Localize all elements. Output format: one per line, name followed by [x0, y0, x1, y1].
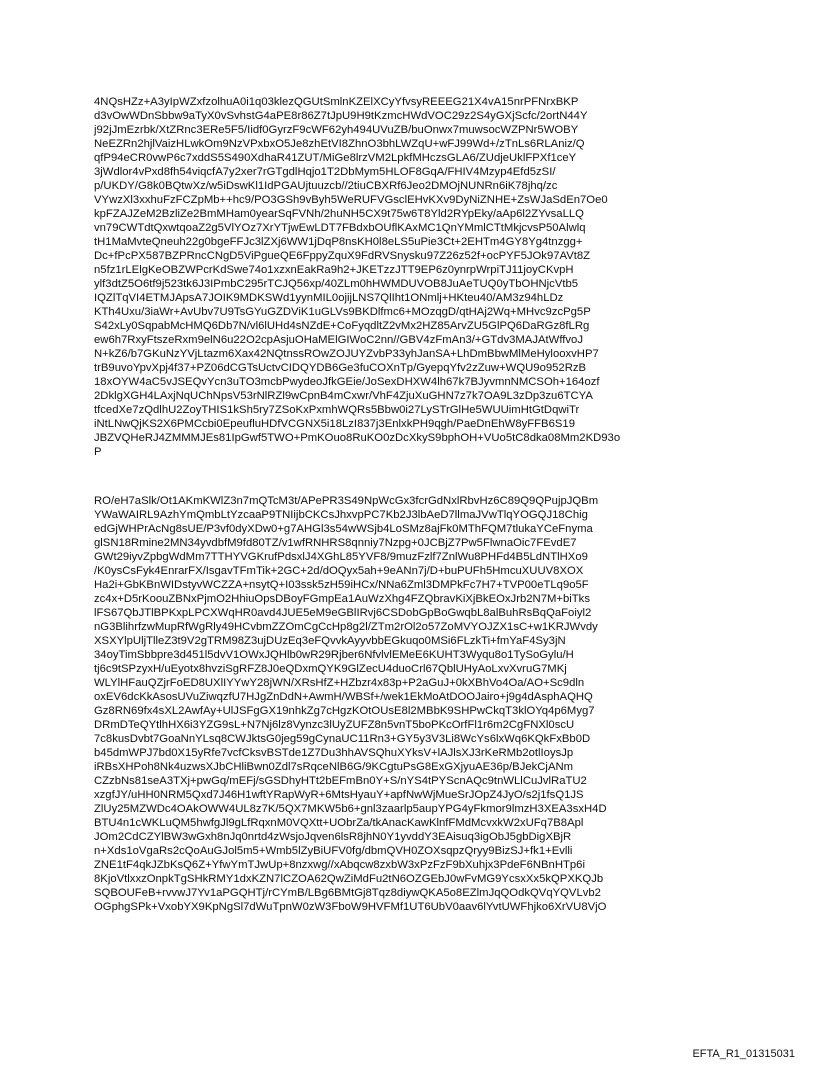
text-line: ZNE1tF4qkJZbKsQ6Z+YfwYmTJwUp+8nzxwg//xAbqcw8zxbW3xPzFzF9bXuhjx3PdeF6NBnHTp6i: [94, 859, 585, 871]
text-line: qfP94eCR0vwP6c7xddS5S490XdhaR41ZUT/MiGe8lrzVM2LpkfMHczsGLA6/ZUdjeUklFPXf1ceY: [94, 152, 577, 164]
text-line: tfcedXe7zQdlhU2ZoyTHIS1kSh5ry7ZSoKxPxmhWQRs5Bbw0i27LySTrGlHe5WUUimHtGtDqwiTr: [94, 404, 580, 416]
text-line: 4NQsHZz+A3yIpWZxfzolhuA0i1q03klezQGUtSmlnKZElXCyYfvsyREEEG21X4vA15nrPFNrxBKP: [94, 96, 579, 108]
text-line: ZlUy25MZWDc4OAkOWW4UL8z7K/5QX7MKW5b6+gnl3zaarlp5aupYPG4yFkmor9lmzH3XEA3sxH4D: [94, 803, 607, 815]
text-line: ew6h7RxyFtszeRxm9elN6u22O2cpAsjuOHaMElGIWoC2nn//GBV4zFmAn3/+GTdv3MAJAtWffvoJ: [94, 334, 583, 346]
text-line: NeEZRn2hjlVaizHLwkOm9NzVPxbxO5Je8zhEtVI8ZhnO3bhLWZqU+wFJ99Wd+/zTnLs6RLAniz/Q: [94, 138, 585, 150]
text-line: xzgfJY/uHH0NRM5Qxd7J46H1wftYRapWyR+6MtsHyauY+apfNwWjMueSrJOpZ4JyO/s2j1fsQ1JS: [94, 789, 584, 801]
text-line: KTh4Uxu/3iaWr+AvUbv7U9TsGYuGZDViK1uGLVs9BKDlfmc6+MOzqgD/qtHAj2Wq+MHvc9zcPg5P: [94, 306, 591, 318]
text-line: 34oyTimSbbpre3d451l5dvV1OWxJQHlb0wR29Rjber6NfvlvlEMeE6KUHT3Wyqu8o1TySoGylu/H: [94, 649, 574, 661]
document-id: EFTA_R1_01315031: [692, 1048, 795, 1060]
text-line: iRBsXHPoh8Nk4uzwsXJbCHliBwn0Zdl7sRqceNlB6G/9KCgtuPsG8ExGXjyuAE36p/BJekCjANm: [94, 761, 574, 773]
text-line: glSN18Rmine2MN34yvdbfM9fd80TZ/v1wfRNHRS8qnniy7Nzpg+0JCBjZ7Pw5FlwnaOic7FEvdE7: [94, 537, 577, 549]
encoded-text-block-one: [94, 95, 734, 459]
text-line: oxEV6dcKkAsosUVuZiwqzfU7HJgZnDdN+AwmH/WBSf+/wek1EkMoAtDOOJairo+j9g4dAsphAQHQ: [94, 691, 593, 703]
text-line: /K0ysCsFyk4EnrarFX/IsgavTFmTik+2GC+2d/dOQyx5ah+9eANn7j/D+buPUFh5HmcuXUUV8XOX: [94, 565, 584, 577]
text-line: YWaWAIRL9AzhYmQmbLtYzcaaP9TNIijbCKCsJhxvpPC7Kb2J3lbAeD7llmaJVwTlqYOGQJ18Chig: [94, 509, 588, 521]
text-line: tj6c9tSPzyxH/uEyotx8hvziSgRFZ8J0eQDxmQYK9GlZecU4duoCrl67QblUHyAoLxvXvruG7MKj: [94, 663, 567, 675]
text-line: kpFZAJZeM2BzliZe2BmMHam0yearSqFVNh/2huNH5CX9t75w6T8Yld2RYpEky/aAp6l2ZYvsaLLQ: [94, 208, 584, 220]
text-line: p/UKDY/G8k0BQtwXz/w5iDswKl1IdPGAUjtuuzcb//2tiuCBXRf6Jeo2DMOjNUNRn6iK78jhq/zc: [94, 180, 558, 192]
text-line: 7c8kusDvbt7GoaNnYLsq8CWJktsG0jeg59gCynaUC11Rn3+GY5y3V3Li8WcYs6lxWq6KQkFxBb0D: [94, 733, 591, 745]
text-line: RO/eH7aSlk/Ot1AKmKWlZ3n7mQTcM3t/APePR3S49NpWcGx3fcrGdNxlRbvHz6C89Q9QPujpJQBm: [94, 495, 599, 507]
text-line: Gz8RN69fx4sXL2AwfAy+UlJSFgGX19nhkZg7cHgzKOtOUsE8l2MBbK9SHPwCkqT3klOYq4p6Myg7: [94, 705, 595, 717]
text-line: JOm2CdCZYlBW3wGxh8nJq0nrtd4zWsjoJqven6lsR8jhN0Y1yvddY3EAisuq3igObJ5gbDigXBjR: [94, 831, 572, 843]
text-line: 18xOYW4aC5vJSEQvYcn3uTO3mcbPwydeoJfkGEie/JoSexDHXW4lh67k7BJyvmnNMCSOh+164ozf: [94, 376, 600, 388]
text-line: Dc+fPcPX587BZPRncCNgD5ViPgueQE6FppyZquX9FdRVSnysku97Z26z52f+ocPYF5JOk97AVt8Z: [94, 250, 591, 262]
text-line: edGjWHPrAcNg8sUE/P3vf0dyXDw0+g7AHGl3s54wWSjb4LoSMz8ajFk0MThFQM7tlukaYCeFnyma: [94, 523, 593, 535]
text-line: VYwzXl3xxhuFzFCZpMb++hc9/PO3GSh9vByh5WeRUFVGsclEHvKXv9DyNiZNHE+ZsWJaSdEn7Oe0: [94, 194, 608, 206]
text-line: 3jWdlor4vPxd8fh54viqcfA7y2xer7rGTgdlHqjo1T2DbMym5HLOF8GqA/FHIV4Mzyp4Efd5zSI/: [94, 166, 556, 178]
text-line: iNtLNwQjKS2X6PMCcbi0EpeufluHDfVCGNX5i18LzI837j3EnlxkPH9qgh/PaeDnEhW8yFFB6S19: [94, 418, 575, 430]
text-line: zc4x+D5rKoouZBNxPjmO2HhiuOpsDBoyFGmpEa1AuWzXhg4FZQbravKiXjBkEOxJrb2N7M+biTks: [94, 593, 590, 605]
text-line: DRmDTeQYtlhHX6i3YZG9sL+N7Nj6lz8Vynzc3lUyZUFZ8n5vnT5boPKcOrfFl1r6m2CgFNXl0scU: [94, 719, 575, 731]
text-line: d3vOwWDnSbbw9aTyX0vSvhstG4aPE8r86Z7tJpU9H9tKzmcHWdVOC29z2S4yGXjScfc/2ortN44Y: [94, 110, 588, 122]
text-line: IQZlTqVI4ETMJApsA7JOIK9MDKSWd1yynMIL0ojijLNS7QlIht1ONmlj+HKteu40/AM3z94hLDz: [94, 292, 564, 304]
text-line: lFS67QbJTlBPKxpLPCXWqHR0avd4JUE5eM9eGBlIRvj6CSDobGpBoGwqbL8alBuhRsBqQaFoiyl2: [94, 607, 592, 619]
text-line: tH1MaMvteQneuh22g0bgeFFJc3lZXj6WW1jDqP8nsKH0l8eLS5uPie3Ct+2EHTm4GY8Yg4tnzgg+: [94, 236, 583, 248]
text-line: 8KjoVtlxxzOnpkTgSHkRMY1dxKZN7lCZOA62QwZiMdFu2tN6OZGEbJ0wFvMG9YcsxXx5kQPXKQJb: [94, 873, 604, 885]
text-line: P: [94, 446, 102, 458]
text-line: j92jJmEzrbk/XtZRnc3ERe5F5/Iidf0GyrzF9cWF62yh494UVuZB/buOnwx7muwsocWZPNr5WOBY: [94, 124, 579, 136]
text-line: nG3BlihrfzwMupRfWgRly49HCvbmZZOmCgCcHp8g2l/ZTm2rOl2o57ZoMVYOJZX1sC+w1KRJWvdy: [94, 621, 598, 633]
text-line: ylf3dtZ5O6tf9j523tk6J3IPmbC295rTCJQ56xp/40ZLm0hHWMDUVOB8JuAeTUQ0yTbOHNjcVtb5: [94, 278, 579, 290]
text-line: WLYlHFauQZjrFoED8UXlIYYwY28jWN/XRsHfZ+HZbzr4x83p+P2aGuJ+0kXBhVo4Oa/AO+Sc9dln: [94, 677, 585, 689]
text-line: S42xLy0SqpabMcHMQ6Db7N/vl6lUHd4sNZdE+CoFyqdltZ2vMx2HZ85ArvZU5GlPQ6DaRGz8fLRg: [94, 320, 590, 332]
text-line: JBZVQHeRJ4ZMMMJEs81IpGwf5TWO+PmKOuo8RuKO0zDcXkyS9bphOH+VUo5tC8dka08Mm2KD93o: [94, 432, 621, 444]
text-line: 2DklgXGH4LAxjNqUChNpsV53rNlRZl9wCpnB4mCxwr/VhF4ZjuXuGHN7z7k7OA9L3zDp3zu6TCYA: [94, 390, 593, 402]
text-line: XSXYlpUljTlleZ3t9V2gTRM98Z3ujDUzEq3eFQvvkAyyvbbEGkuqo0MSi6FLzkTi+fmYaF4Sy3jN: [94, 635, 566, 647]
text-line: GWt29iyvZpbgWdMm7TTHYVGKrufPdsxlJ4XGhL85YVF8/9muzFzlf7ZnlWu8PHFd4B5LdNTlHXo9: [94, 551, 588, 563]
text-line: Ha2i+GbKBnWIDstyvWCZZA+nsytQ+I03ssk5zH59iHCx/NNa6Zml3DMPkFc7H7+TVP00eTLq9o5F: [94, 579, 589, 591]
text-line: OGphgSPk+VxobYX9KpNgSl7dWuTpnW0zW3FboW9HVFMf1UT6UbV0aav6lYvtUWFhjko6XrVU8VjO: [94, 901, 607, 913]
text-line: trB9uvoYpvXpj4f37+PZ06dCGTsUctvCIDQYDB6Ge3fuCOXnTp/GyepqYfv2zZuw+WQU9o952RzB: [94, 362, 587, 374]
text-line: vn79CWTdtQxwtqoaZ2g5VlYOz7XrYTjwEwLDT7FBdxbOUflKAxMC1QnYMmlCTtMkjcvsP50Alwlq: [94, 222, 586, 234]
text-line: N+kZ6/b7GKuNzYVjLtazm6Xax42NQtnssROwZOJUYZvbP33yhJanSA+LhDmBbwMlMeHylooxvHP7: [94, 348, 599, 360]
text-line: b45dmWPJ7bd0X15yRfe7vcfCksvBSTde1Z7Du3hhAVSQhuXYksV+lAJlsXJ3rKeRMb2otlIoysJp: [94, 747, 574, 759]
text-line: n5fz1rLElgKeOBZWPcrKdSwe74o1xzxnEakRa9h2+JKETzzJTT9EP6z0ynrpWrpiTJ11joyCKvpH: [94, 264, 574, 276]
text-line: n+Xds1oVgaRs2cQoAuGJol5m5+Wmb5lZyBiUFV0fg/dbmQVH0ZOXsqpzQryy9BizSJ+fk1+Evlli: [94, 845, 573, 857]
text-line: CZzbNs81seA3TXj+pwGq/mEFj/sGSDhyHTt2bEFmBn0Y+S/nYS4tPYScnAQc9tnWLlCuJvlRaTU2: [94, 775, 587, 787]
text-line: BTU4n1cWKLuQM5hwfgJl9gLfRqxnM0VQXtt+UObrZa/tkAnacKawKlnfFMdMcvxkW2xUFq7B8Apl: [94, 817, 584, 829]
text-line: SQBOUFeB+rvvwJ7Yv1aPGQHTj/rCYmB/LBg6BMtGj8Tqz8diywQKA5o8EZlmJqQOdkQVqYQVLvb2: [94, 887, 601, 899]
encoded-text-block-two: [94, 494, 734, 914]
